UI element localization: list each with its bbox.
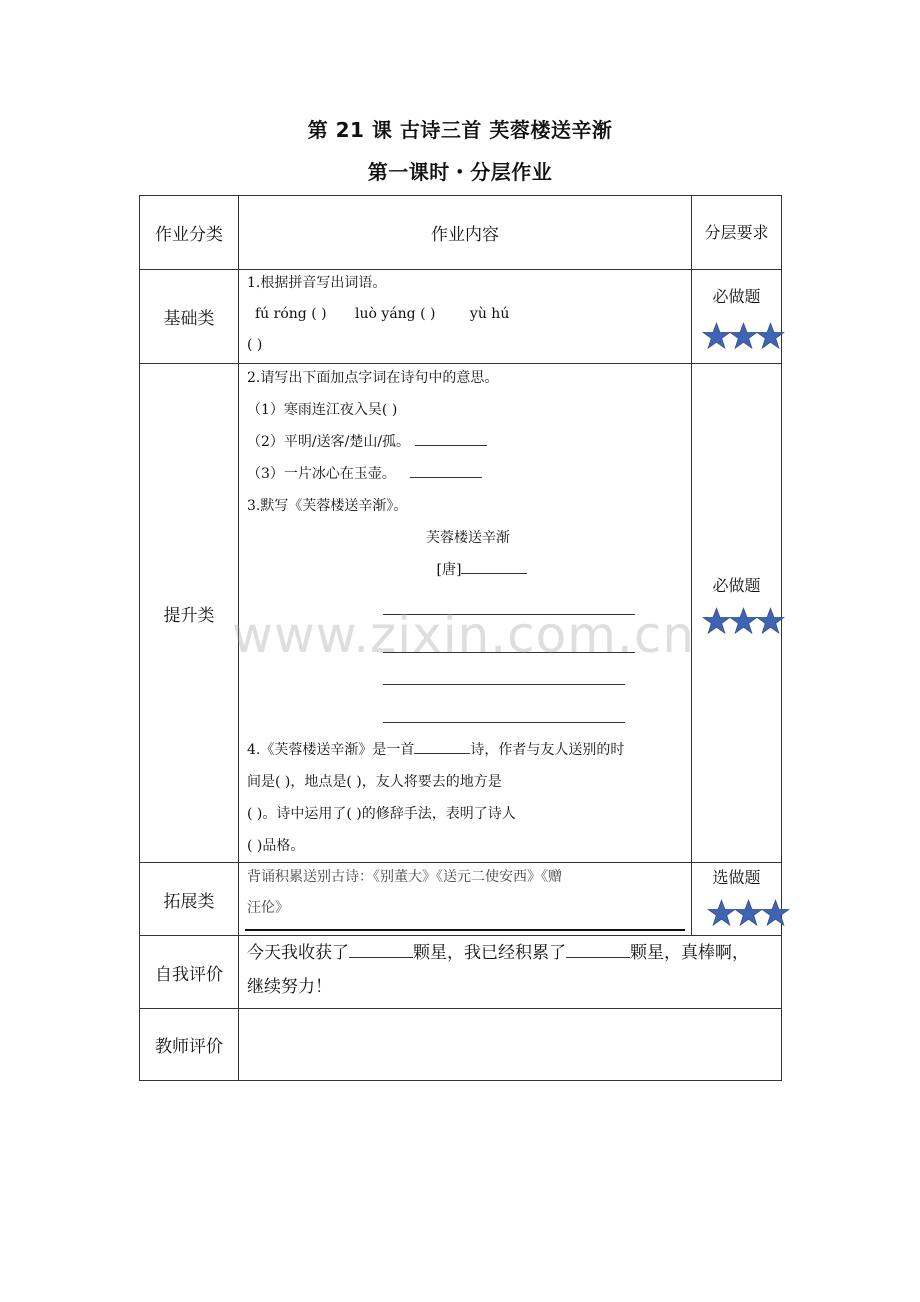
self-eval-text: 今天我收获了 bbox=[247, 943, 349, 963]
write-line[interactable] bbox=[383, 614, 635, 615]
requirement-improve-box bbox=[692, 573, 781, 653]
question-1: 1.根据拼音写出词语。 bbox=[247, 275, 387, 291]
answer-blank[interactable] bbox=[415, 429, 487, 446]
poem-title: 芙蓉楼送辛渐 bbox=[426, 530, 510, 546]
question-4-line-4: ( )品格。 bbox=[247, 838, 305, 854]
star-icon bbox=[707, 899, 736, 927]
poem-author-line bbox=[247, 554, 683, 586]
star-icon bbox=[702, 322, 731, 350]
question-2-2 bbox=[247, 426, 683, 458]
question-4-line-2: 间是( )，地点是( )，友人将要去的地方是 bbox=[247, 774, 502, 790]
requirement-label: 必做题 bbox=[712, 287, 761, 306]
question-2-3-text: （3）一片冰心在玉壶。 bbox=[247, 466, 396, 482]
answer-blank[interactable] bbox=[410, 461, 482, 478]
star-icon bbox=[702, 607, 731, 635]
self-eval-text: 颗星，真棒啊， bbox=[630, 943, 749, 963]
star-rating-improve bbox=[702, 607, 783, 639]
header-content: 作业内容 bbox=[239, 196, 692, 270]
star-icon bbox=[761, 899, 790, 927]
homework-table bbox=[139, 195, 782, 1081]
write-line[interactable] bbox=[383, 652, 635, 653]
pinyin-3: yù hú bbox=[469, 306, 510, 322]
underline-rule bbox=[245, 929, 685, 931]
row-extend bbox=[140, 863, 782, 936]
pinyin-line bbox=[247, 300, 683, 330]
self-eval-line-1 bbox=[247, 936, 773, 970]
requirement-label: 选做题 bbox=[712, 868, 761, 887]
poem-line-3[interactable] bbox=[247, 664, 683, 700]
category-teacher: 教师评价 bbox=[140, 1009, 239, 1081]
star-icon bbox=[756, 322, 785, 350]
pinyin-2: luò yáng ( ) bbox=[355, 306, 436, 322]
content-improve bbox=[239, 364, 692, 863]
star-rating-basic bbox=[702, 322, 783, 354]
star-icon bbox=[729, 322, 758, 350]
question-4-text: 诗，作者与友人送别的时 bbox=[470, 742, 625, 758]
poem-line-2[interactable] bbox=[247, 626, 683, 664]
question-4-line-1 bbox=[247, 734, 683, 766]
header-category: 作业分类 bbox=[140, 196, 239, 270]
extend-text-1: 背诵积累送别古诗：《别董大》《送元二使安西》《赠 bbox=[247, 869, 562, 885]
row-basic bbox=[140, 270, 782, 364]
answer-blank[interactable] bbox=[414, 737, 470, 754]
star-total-blank[interactable] bbox=[566, 941, 630, 958]
category-self: 自我评价 bbox=[140, 936, 239, 1009]
question-2-3 bbox=[247, 458, 683, 490]
write-line[interactable] bbox=[383, 722, 625, 723]
page-title: 第 21 课 古诗三首 芙蓉楼送辛渐 bbox=[307, 118, 613, 142]
question-2-1[interactable]: （1）寒雨连江夜入吴( ) bbox=[247, 402, 398, 418]
star-count-blank[interactable] bbox=[349, 941, 413, 958]
pinyin-1: fú róng ( ) bbox=[255, 306, 327, 322]
pinyin-3-blank[interactable]: ( ) bbox=[247, 337, 263, 353]
requirement-extend bbox=[692, 863, 782, 936]
content-basic bbox=[239, 270, 692, 364]
write-line[interactable] bbox=[383, 684, 625, 685]
author-blank[interactable] bbox=[461, 557, 527, 574]
poem-line-4[interactable] bbox=[247, 700, 683, 734]
page-subtitle: 第一课时・分层作业 bbox=[367, 160, 553, 184]
question-3: 3.默写《芙蓉楼送辛渐》。 bbox=[247, 498, 408, 514]
star-icon bbox=[729, 607, 758, 635]
row-improve bbox=[140, 364, 782, 863]
content-extend bbox=[239, 863, 692, 936]
category-improve: 提升类 bbox=[140, 364, 239, 863]
watermark: www.zixin.com.cn bbox=[232, 606, 696, 664]
star-rating-extend bbox=[707, 899, 788, 931]
header-requirement: 分层要求 bbox=[692, 196, 782, 270]
question-4-text: 4.《芙蓉楼送辛渐》是一首 bbox=[247, 742, 415, 758]
requirement-label: 必做题 bbox=[712, 576, 761, 595]
content-self bbox=[239, 936, 782, 1009]
requirement-improve bbox=[692, 364, 782, 863]
extend-text-2: 汪伦》 bbox=[247, 900, 289, 916]
header-row bbox=[140, 196, 782, 270]
star-icon bbox=[734, 899, 763, 927]
poem-line-1[interactable] bbox=[247, 586, 683, 626]
content-teacher[interactable] bbox=[239, 1009, 782, 1081]
question-4-line-3: ( )。诗中运用了( )的修辞手法，表明了诗人 bbox=[247, 806, 516, 822]
question-2-2-text: （2）平明/送客/楚山/孤。 bbox=[247, 434, 411, 450]
star-icon bbox=[756, 607, 785, 635]
row-self-evaluation bbox=[140, 936, 782, 1009]
row-teacher-evaluation bbox=[140, 1009, 782, 1081]
self-eval-line-2: 继续努力！ bbox=[247, 977, 332, 997]
poem-dynasty: [唐] bbox=[436, 562, 462, 578]
question-2: 2.请写出下面加点字词在诗句中的意思。 bbox=[247, 370, 499, 386]
self-eval-text: 颗星，我已经积累了 bbox=[413, 943, 566, 963]
requirement-basic bbox=[692, 270, 782, 364]
category-basic: 基础类 bbox=[140, 270, 239, 364]
category-extend: 拓展类 bbox=[140, 863, 239, 936]
